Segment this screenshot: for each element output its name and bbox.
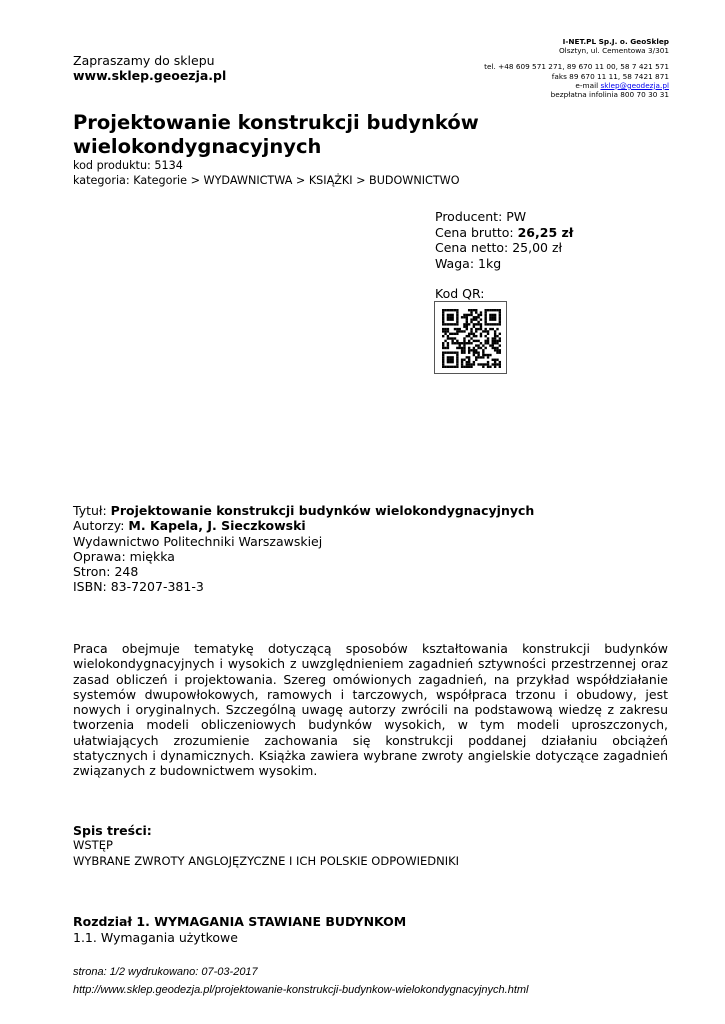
company-name: I-NET.PL Sp.J. o. GeoSklep: [562, 37, 669, 46]
detail-title-value: Projektowanie konstrukcji budynków wielokondygnacyjnych: [110, 503, 535, 518]
detail-publisher: Wydawnictwo Politechniki Warszawskiej: [73, 533, 323, 549]
net-price: Cena netto: 25,00 zł: [435, 240, 563, 256]
product-meta: [73, 158, 460, 188]
detail-authors: [73, 518, 534, 533]
footer-page-info: strona: 1/2 wydrukowano: 07-03-2017: [73, 966, 258, 978]
weight: Waga: 1kg: [435, 256, 502, 272]
company-email-link[interactable]: sklep@geodezja.pl: [600, 80, 669, 90]
shop-url[interactable]: www.sklep.geoezja.pl: [73, 68, 227, 83]
company-tel: tel. +48 609 571 271, 89 670 11 00, 58 7 421 571: [484, 62, 669, 72]
qr-code-icon: [442, 309, 501, 368]
detail-title: [73, 503, 534, 518]
footer-url[interactable]: http://www.sklep.geodezja.pl/projektowanie-konstrukcji-budynkow-wielokondygnacyjnych.html: [73, 983, 529, 996]
gross-price-label: Cena brutto:: [435, 224, 518, 240]
toc-list: [73, 838, 459, 869]
toc-item: WSTĘP: [73, 838, 113, 852]
company-hotline: bezpłatna infolinia 800 70 30 31: [550, 90, 669, 100]
gross-price-value: 26,25 zł: [517, 224, 574, 240]
product-code: kod produktu: 5134: [73, 159, 183, 172]
qr-code: [434, 301, 507, 374]
company-fax: faks 89 670 11 11, 58 7421 871: [551, 71, 669, 81]
product-title: Projektowanie konstrukcji budynków wielokondygnacyjnych: [73, 111, 479, 158]
description: Praca obejmuje tematykę dotyczącą sposobów kształtowania konstrukcji budynków wielokondygnacyjnych i wysokich z uwzględnieniem zagadnień sztywności przestrzennej oraz zasad obliczeń i projektowania. Szereg omówionych zagadnień, na przykład współdziałanie systemów dwupowłokowych, ramowych i tarczowych, współpraca trzonu i obudowy, jest nowych i oryginalnych. Szczególną uwagę autorzy zwrócili na podstawową wiedzę z zakresu tworzenia modeli obliczeniowych budynków wysokich, w tym modeli uproszczonych, ułatwiających zrozumienie zachowania się konstrukcji poddanej działaniu obciążeń statycznych i dynamicznych. Książka zawiera wybrane zwroty angielskie dotyczące zagadnień związanych z budownictwem wysokim.: [73, 641, 668, 779]
detail-binding: Oprawa: miękka: [73, 548, 175, 564]
producer: Producent: PW: [435, 209, 527, 224]
company-email-prefix: e-mail: [575, 80, 601, 90]
detail-pages: Stron: 248: [73, 564, 139, 580]
toc-subsection: 1.1. Wymagania użytkowe: [73, 930, 238, 945]
price-box: [435, 209, 573, 272]
product-category: kategoria: Kategorie > WYDAWNICTWA > KSIĄŻKI > BUDOWNICTWO: [73, 174, 460, 187]
page-footer: [73, 964, 529, 999]
detail-authors-value: M. Kapela, J. Sieczkowski: [128, 518, 306, 534]
toc-item: WYBRANE ZWROTY ANGLOJĘZYCZNE I ICH POLSKIE ODPOWIEDNIKI: [73, 853, 460, 868]
detail-isbn: ISBN: 83-7207-381-3: [73, 579, 204, 595]
company-info: [409, 37, 669, 99]
company-address: Olsztyn, ul. Cementowa 3/301: [558, 46, 669, 56]
toc-chapter: Rozdział 1. WYMAGANIA STAWIANE BUDYNKOM: [73, 914, 407, 929]
detail-authors-label: Autorzy:: [73, 518, 129, 534]
gross-price-line: [435, 225, 573, 241]
company-email-line: [409, 81, 669, 90]
book-details: [73, 503, 534, 595]
shop-intro: [73, 53, 226, 83]
toc-heading: Spis treści:: [73, 823, 152, 838]
shop-intro-text: Zapraszamy do sklepu: [73, 53, 215, 68]
detail-title-label: Tytuł:: [73, 503, 111, 518]
qr-label: Kod QR:: [435, 286, 485, 301]
